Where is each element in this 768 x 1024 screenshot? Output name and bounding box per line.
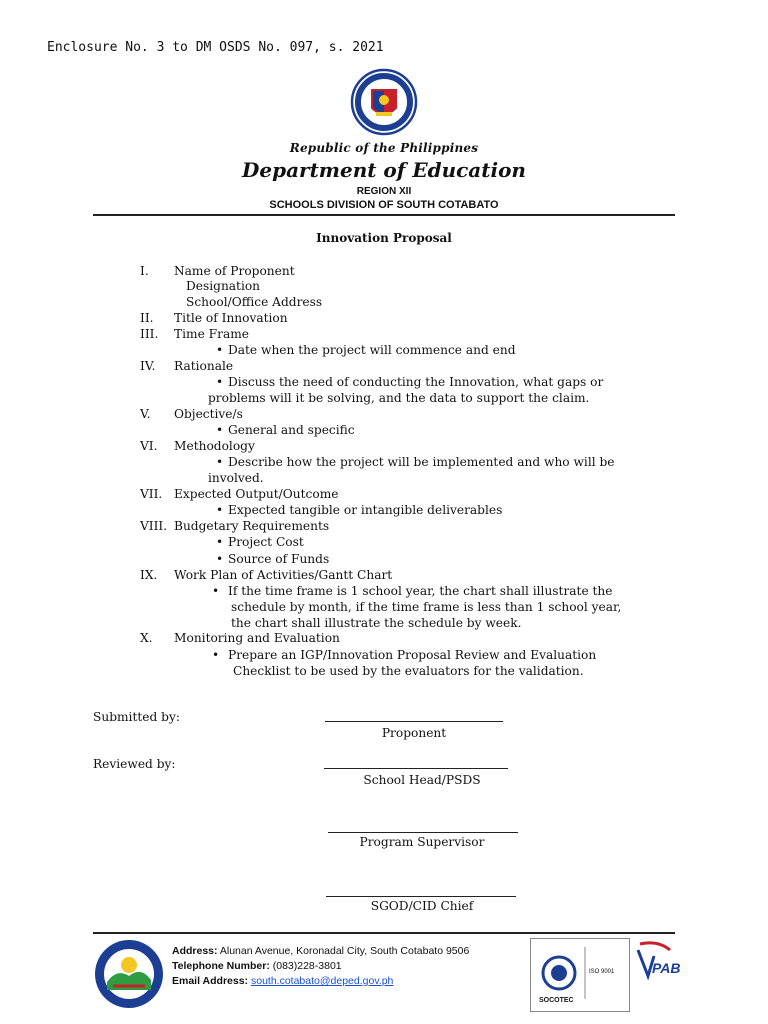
document-title: Innovation Proposal — [316, 231, 452, 245]
outline-number: VII. — [140, 487, 163, 501]
email-link[interactable]: south.cotabato@deped.gov.ph — [250, 975, 394, 987]
pab-accreditation-icon — [634, 940, 680, 1008]
outline-bullet-continued: the chart shall illustrate the schedule by week. — [231, 616, 522, 630]
footer-address — [172, 944, 469, 958]
outline-number: IV. — [140, 359, 156, 373]
telephone-label: Telephone Number: — [172, 960, 270, 972]
outline-item: Name of Proponent — [174, 264, 295, 278]
outline-number: X. — [140, 631, 153, 645]
outline-item: Title of Innovation — [174, 311, 288, 325]
outline-bullet-continued: Checklist to be used by the evaluators for the validation. — [233, 664, 584, 678]
submitted-by-label: Submitted by: — [93, 710, 180, 724]
outline-number: VIII. — [140, 519, 168, 533]
outline-item: Work Plan of Activities/Gantt Chart — [174, 568, 393, 582]
outline-number: III. — [140, 327, 159, 341]
outline-bullet: Date when the project will commence and end — [228, 343, 516, 357]
outline-item: Expected Output/Outcome — [174, 487, 339, 501]
outline-bullet: Describe how the project will be implemented and who will be — [228, 455, 615, 469]
division-logo-icon — [93, 938, 165, 1010]
outline-bullet: Discuss the need of conducting the Innovation, what gaps or — [228, 375, 604, 389]
bullet-icon: • — [216, 503, 224, 517]
outline-bullet: Prepare an IGP/Innovation Proposal Review and Evaluation — [228, 648, 597, 662]
signature-line — [326, 896, 516, 897]
outline-subitem: School/Office Address — [186, 295, 323, 309]
outline-item: Budgetary Requirements — [174, 519, 330, 533]
telephone-value: (083)228-3801 — [272, 960, 342, 972]
outline-bullet-continued: schedule by month, if the time frame is less than 1 school year, — [231, 600, 622, 614]
sgod-chief-caption: SGOD/CID Chief — [370, 899, 474, 913]
address-label: Address: — [172, 945, 218, 957]
enclosure-reference: Enclosure No. 3 to DM OSDS No. 097, s. 2021 — [47, 40, 384, 55]
department-heading: Department of Education — [242, 158, 526, 182]
pab-label: PAB — [652, 960, 681, 976]
outline-subitem: Designation — [186, 279, 261, 293]
outline-number: I. — [140, 264, 149, 278]
outline-bullet: Expected tangible or intangible deliverables — [228, 503, 503, 517]
outline-number: IX. — [140, 568, 158, 582]
socotec-label: SOCOTEC — [539, 997, 574, 1004]
email-label: Email Address: — [172, 975, 249, 987]
signature-line — [324, 768, 508, 769]
region-heading: REGION XII — [356, 186, 412, 197]
proponent-caption: Proponent — [381, 726, 447, 740]
outline-bullet: General and specific — [228, 423, 355, 437]
program-supervisor-caption: Program Supervisor — [359, 835, 485, 849]
outline-item: Time Frame — [174, 327, 249, 341]
school-head-caption: School Head/PSDS — [363, 773, 481, 787]
outline-item: Rationale — [174, 359, 234, 373]
bullet-icon: • — [216, 455, 224, 469]
bullet-icon: • — [216, 343, 224, 357]
outline-bullet-continued: involved. — [208, 471, 264, 485]
bullet-icon: • — [216, 552, 224, 566]
outline-item: Methodology — [174, 439, 255, 453]
iso-label: ISO 9001 — [589, 969, 615, 975]
bullet-icon: • — [212, 584, 220, 598]
outline-number: II. — [140, 311, 154, 325]
reviewed-by-label: Reviewed by: — [93, 757, 176, 771]
bullet-icon: • — [212, 648, 220, 662]
republic-heading: Republic of the Philippines — [289, 141, 479, 155]
outline-bullet: If the time frame is 1 school year, the chart shall illustrate the — [228, 584, 613, 598]
address-value: Alunan Avenue, Koronadal City, South Cotabato 9506 — [219, 945, 470, 957]
bullet-icon: • — [216, 375, 224, 389]
outline-bullet: Project Cost — [228, 535, 304, 549]
bullet-icon: • — [216, 535, 224, 549]
footer-email — [172, 974, 393, 988]
outline-bullet: Source of Funds — [228, 552, 330, 566]
signature-line — [325, 721, 503, 722]
bullet-icon: • — [216, 423, 224, 437]
footer-divider — [93, 932, 675, 934]
division-heading: SCHOOLS DIVISION OF SOUTH COTABATO — [269, 199, 499, 211]
outline-bullet-continued: problems will it be solving, and the data to support the claim. — [208, 391, 590, 405]
outline-number: V. — [140, 407, 151, 421]
outline-item: Objective/s — [174, 407, 243, 421]
outline-number: VI. — [140, 439, 158, 453]
signature-line — [328, 832, 518, 833]
socotec-iso-badge — [530, 938, 630, 1012]
footer-telephone — [172, 959, 342, 973]
outline-item: Monitoring and Evaluation — [174, 631, 340, 645]
